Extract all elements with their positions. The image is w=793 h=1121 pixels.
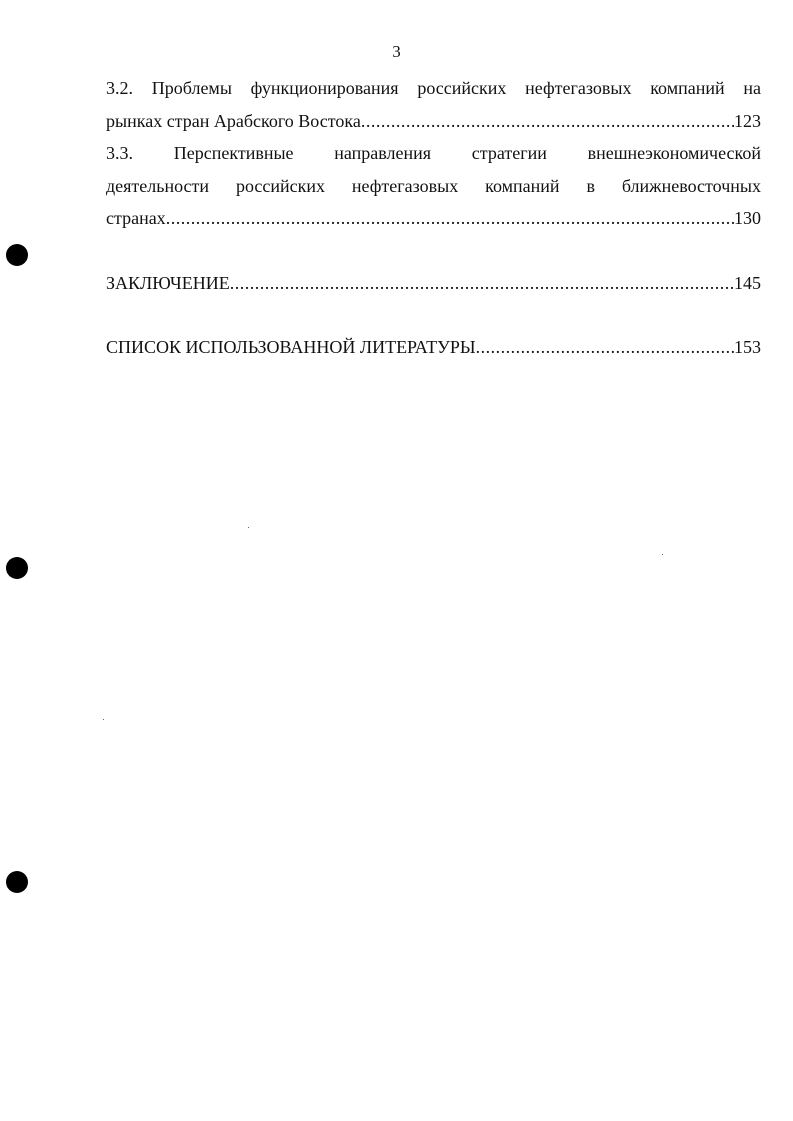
toc-entry-3-3-line-2: деятельности российских нефтегазовых компаний в ближневосточных [106,175,761,196]
toc-references-text: СПИСОК ИСПОЛЬЗОВАННОЙ ЛИТЕРАТУРЫ [106,337,476,357]
toc-entry-references [106,331,761,364]
table-of-contents [106,72,761,364]
dot-leader [166,202,734,235]
toc-entry-3-2-line-1: 3.2. Проблемы функционирования российских нефтегазовых компаний на [106,78,761,98]
page-number: 3 [392,42,401,61]
binder-hole-middle [6,557,28,579]
toc-entry-3-3-line-3 [106,202,761,235]
dot-leader [361,105,734,138]
toc-entry-conclusion [106,267,761,300]
toc-conclusion-page: 145 [734,272,761,293]
toc-entry-3-2-line-2 [106,105,761,138]
scan-speck [248,527,249,528]
toc-entry-3-3-text: странах [106,208,166,228]
toc-references-page: 153 [734,337,761,357]
scan-speck [662,554,663,555]
dot-leader [230,267,734,300]
toc-entry-3-2-text: рынках стран Арабского Востока [106,110,361,131]
scan-speck [103,719,104,720]
toc-entry-3-3-page: 130 [734,208,761,228]
binder-hole-top [6,244,28,266]
dot-leader [476,331,734,364]
toc-conclusion-text: ЗАКЛЮЧЕНИЕ [106,272,230,293]
toc-entry-3-2-page: 123 [734,110,761,131]
toc-entry-3-3-line-1: 3.3. Перспективные направления стратегии внешнеэкономической [106,143,761,163]
binder-hole-bottom [6,871,28,893]
